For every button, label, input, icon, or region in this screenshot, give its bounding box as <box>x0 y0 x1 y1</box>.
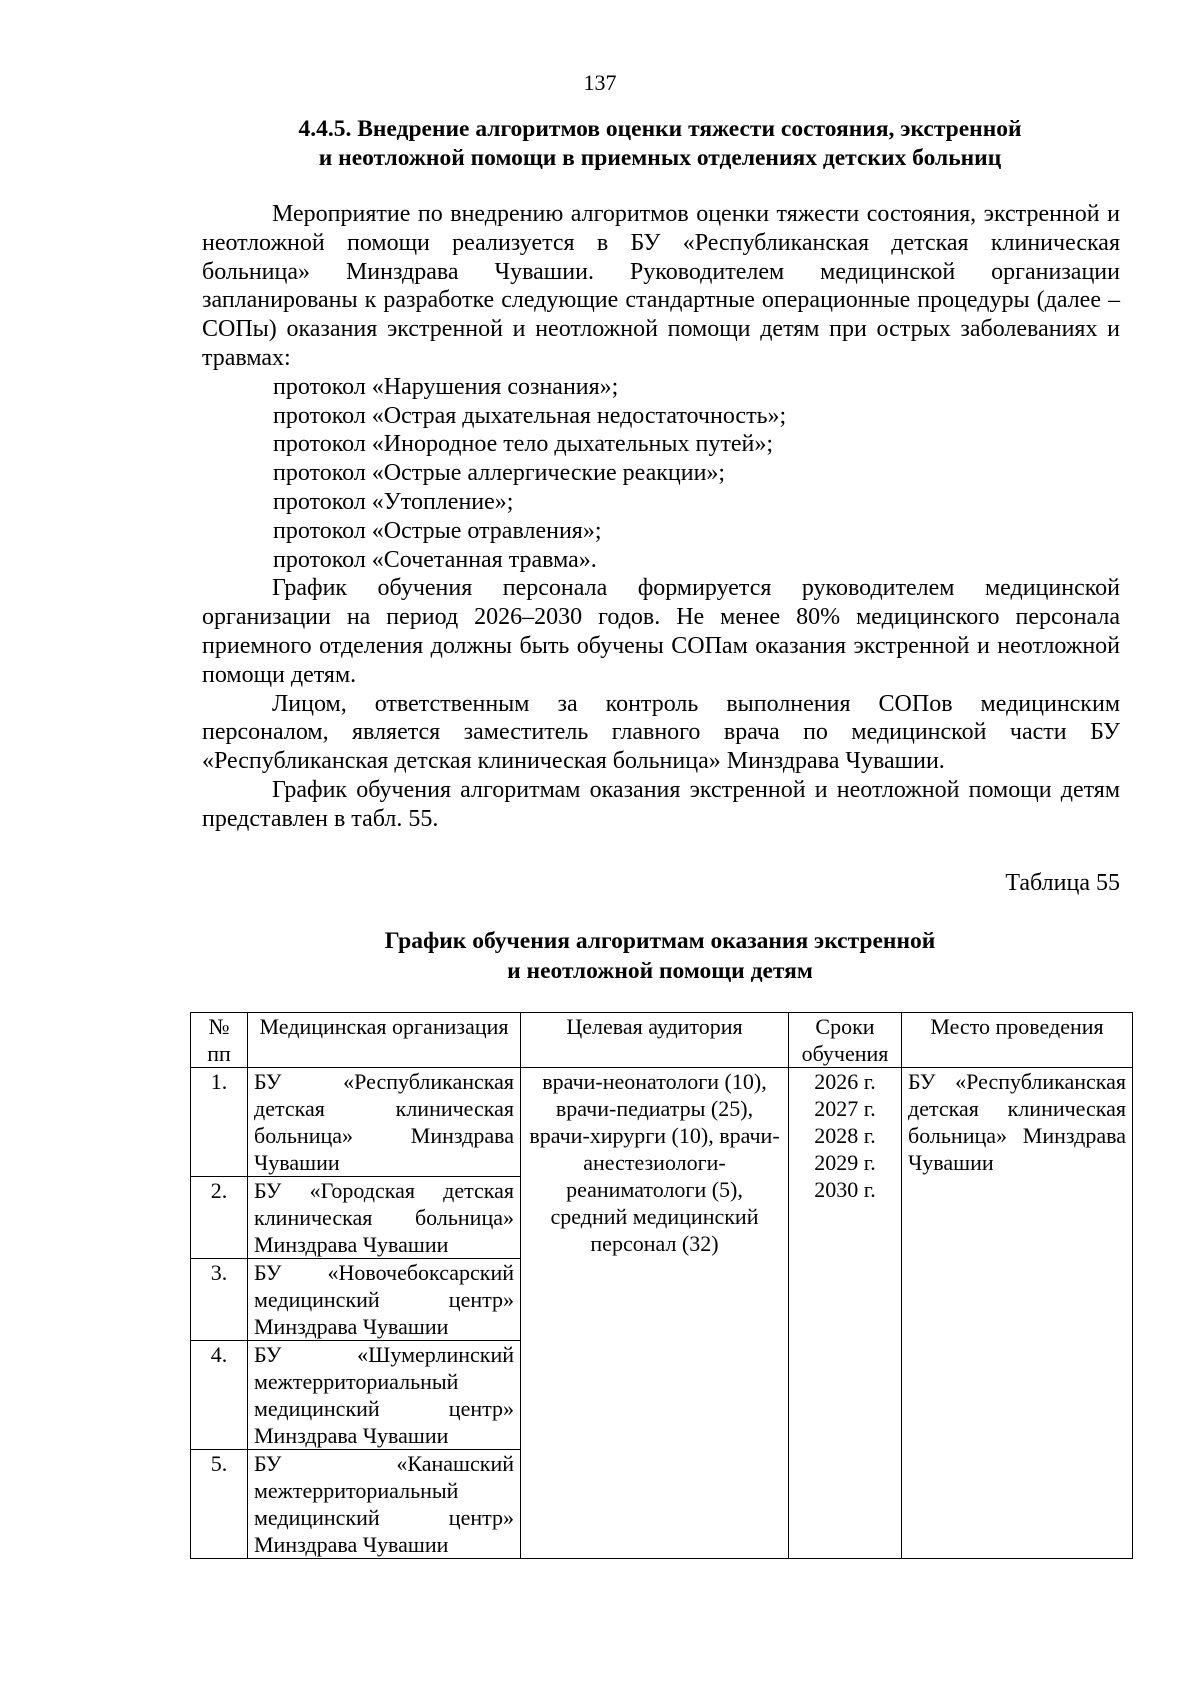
intro-paragraph: Мероприятие по внедрению алгоритмов оценки тяжести состояния, экстренной и неотложной помощи реализуется в БУ «Республиканская детская клиническая больница» Минздрава Чувашии. Руководителем медицинской организации запланированы к разработке следующие стандартные операционные процедуры (далее – СОПы) оказания экстренной и неотложной помощи детям при острых заболеваниях и травмах: <box>202 201 1120 371</box>
terms-cell <box>789 1068 902 1559</box>
term-year: 2027 г. <box>814 1096 876 1121</box>
protocol-item: протокол «Сочетанная травма». <box>273 546 597 573</box>
table-title-line-2: и неотложной помощи детям <box>507 958 813 984</box>
protocol-item: протокол «Утопление»; <box>273 488 514 515</box>
header-org: Медицинская организация <box>248 1013 521 1068</box>
responsible-paragraph: Лицом, ответственным за контроль выполнения СОПов медицинским персоналом, является заместитель главного врача по медицинской части БУ «Республиканская детская клиническая больница» Минздрава Чувашии. <box>202 690 1120 775</box>
section-title-line-1: 4.4.5. Внедрение алгоритмов оценки тяжести состояния, экстренной <box>298 116 1022 142</box>
place-cell: БУ «Республиканская детская клиническая больница» Минздрава Чувашии <box>902 1068 1133 1559</box>
protocol-item: протокол «Нарушения сознания»; <box>273 373 619 400</box>
row-num: 4. <box>191 1341 248 1450</box>
row-num: 2. <box>191 1177 248 1259</box>
protocol-item: протокол «Инородное тело дыхательных путей»; <box>273 431 773 458</box>
table-title <box>200 926 1120 986</box>
row-org: БУ «Городская детская клиническая больница» Минздрава Чувашии <box>248 1177 521 1259</box>
body-text <box>202 200 1120 834</box>
header-place: Место проведения <box>902 1013 1133 1068</box>
row-org: БУ «Канашский межтерриториальный медицинский центр» Минздрава Чувашии <box>248 1450 521 1559</box>
row-org: БУ «Республиканская детская клиническая больница» Минздрава Чувашии <box>248 1068 521 1177</box>
page-number: 137 <box>583 70 617 95</box>
header-terms: Сроки обучения <box>789 1013 902 1068</box>
section-title <box>200 115 1120 173</box>
header-num: № пп <box>191 1013 248 1068</box>
row-num: 5. <box>191 1450 248 1559</box>
term-year: 2026 г. <box>814 1069 876 1094</box>
table-header-row <box>191 1013 1133 1068</box>
training-paragraph: График обучения персонала формируется руководителем медицинской организации на период 2026–2030 годов. Не менее 80% медицинского персонала приемного отделения должны быть обучены СОПам оказания экстренной и неотложной помощи детям. <box>202 575 1120 688</box>
table-reference-paragraph: График обучения алгоритмам оказания экстренной и неотложной помощи детям представлен в табл. 55. <box>202 776 1120 832</box>
row-num: 1. <box>191 1068 248 1177</box>
audience-cell: врачи-неонатологи (10), врачи-педиатры (25), врачи-хирурги (10), врачи-анестезиологи-реаниматологи (5), средний медицинский персонал (32) <box>521 1068 789 1559</box>
training-schedule-table <box>190 1012 1133 1559</box>
term-year: 2029 г. <box>814 1150 876 1175</box>
table-title-line-1: График обучения алгоритмам оказания экстренной <box>384 928 936 954</box>
protocol-item: протокол «Острые аллергические реакции»; <box>273 460 726 487</box>
section-title-line-2: и неотложной помощи в приемных отделениях детских больниц <box>318 145 1002 171</box>
row-org: БУ «Шумерлинский межтерриториальный медицинский центр» Минздрава Чувашии <box>248 1341 521 1450</box>
header-audience: Целевая аудитория <box>521 1013 789 1068</box>
row-num: 3. <box>191 1259 248 1341</box>
protocol-item: протокол «Острая дыхательная недостаточность»; <box>273 402 787 429</box>
table-row <box>191 1068 1133 1177</box>
table-label: Таблица 55 <box>1005 870 1120 896</box>
protocol-list <box>202 373 1120 575</box>
protocol-item: протокол «Острые отравления»; <box>273 517 602 544</box>
row-org: БУ «Новочебоксарский медицинский центр» Минздрава Чувашии <box>248 1259 521 1341</box>
term-year: 2030 г. <box>814 1177 876 1202</box>
term-year: 2028 г. <box>814 1123 876 1148</box>
